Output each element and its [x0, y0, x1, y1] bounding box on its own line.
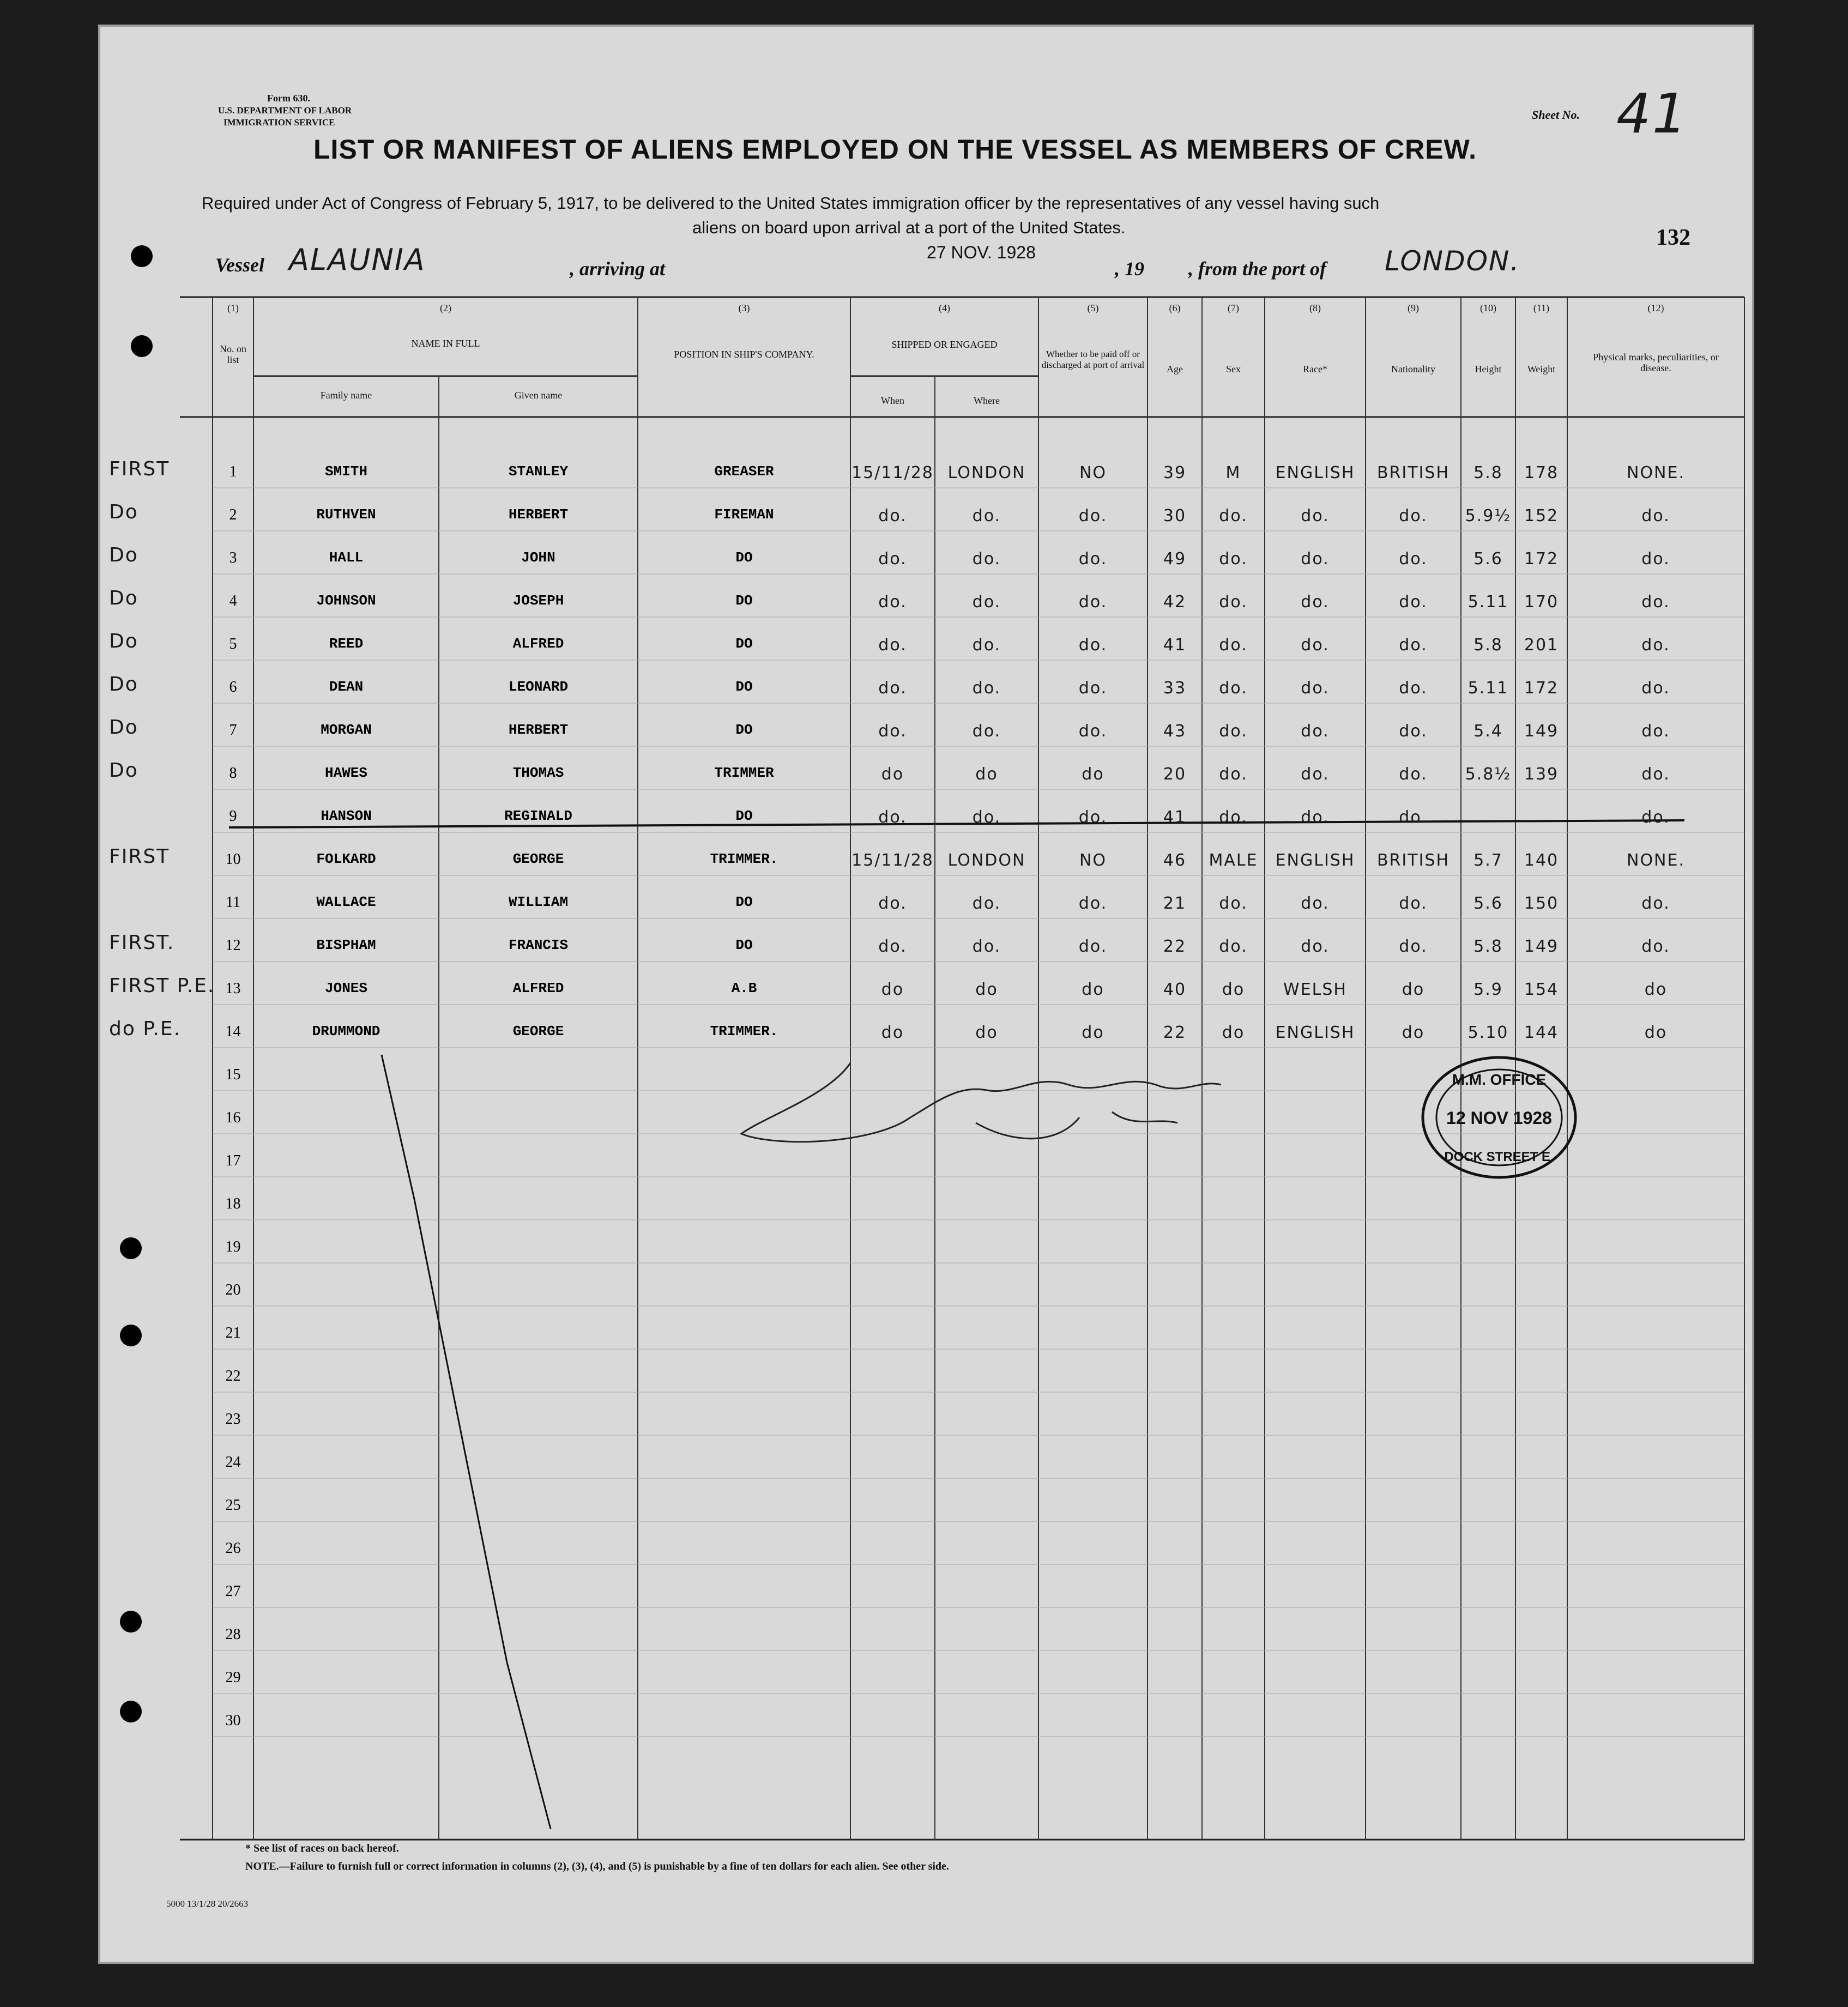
row-7-when: do.: [878, 722, 907, 741]
row-2-given: HERBERT: [508, 506, 569, 523]
row-9-position: DO: [735, 808, 753, 824]
col8-label: Race*: [1303, 364, 1327, 374]
row-14-no: 14: [225, 1023, 241, 1040]
row-6-where: do.: [972, 679, 1001, 698]
row-14-paid: do: [1082, 1023, 1104, 1042]
row-5-nationality: do.: [1399, 636, 1428, 655]
col12-label: Physical marks, peculiarities, or disease.: [1593, 352, 1719, 373]
mm-office-stamp: [1417, 1052, 1581, 1183]
row-14-position: TRIMMER.: [710, 1023, 778, 1039]
form-number: Form 630.: [267, 93, 310, 104]
row-3-when: do.: [878, 549, 907, 569]
row-5-paid: do.: [1078, 636, 1108, 655]
row-3-position: DO: [735, 549, 753, 566]
row-12-given: FRANCIS: [508, 937, 569, 953]
row-1-marks: NONE.: [1627, 463, 1685, 482]
row-13-given: ALFRED: [512, 980, 564, 996]
row-2-nationality: do.: [1399, 506, 1428, 525]
row-12-position: DO: [735, 937, 753, 953]
row-13-marks: do: [1644, 980, 1668, 999]
row-14-age: 22: [1163, 1023, 1187, 1042]
row-1-family: SMITH: [324, 463, 367, 480]
footnote-races: * See list of races on back hereof.: [245, 1842, 399, 1854]
arrival-date: 27 NOV. 1928: [927, 243, 1036, 262]
row-12-nationality: do.: [1399, 937, 1428, 956]
row-10-family: FOLKARD: [316, 851, 376, 867]
margin-note: FIRST: [109, 845, 170, 868]
row-6-position: DO: [735, 679, 753, 695]
page-title: LIST OR MANIFEST OF ALIENS EMPLOYED ON THE VESSEL AS MEMBERS OF CREW.: [313, 134, 1477, 165]
margin-note: Do: [109, 501, 138, 523]
col12-num: (12): [1647, 303, 1664, 313]
row-14-when: do: [881, 1023, 904, 1042]
row-12-family: BISPHAM: [316, 937, 376, 953]
row-4-age: 42: [1163, 593, 1187, 612]
row-9-marks: do.: [1641, 808, 1670, 827]
row-7-no: 7: [229, 722, 237, 739]
footnote-penalty: NOTE.—Failure to furnish full or correct information in columns (2), (3), (4), and (5) is punishable by a fine of ten dollars for each alien. See other side.: [245, 1860, 949, 1872]
margin-note: Do: [109, 587, 138, 609]
row-11-nationality: do.: [1399, 894, 1428, 913]
row-11-age: 21: [1163, 894, 1187, 913]
row-11-height: 5.6: [1473, 894, 1503, 913]
row-11-when: do.: [878, 894, 907, 913]
col10-num: (10): [1480, 303, 1496, 313]
row-11-race: do.: [1301, 894, 1330, 913]
row-11-marks: do.: [1641, 894, 1670, 913]
row-13-no: 13: [225, 980, 241, 997]
row-14-height: 5.10: [1467, 1023, 1509, 1042]
row-5-age: 41: [1163, 636, 1187, 655]
col4-label: SHIPPED OR ENGAGED: [891, 339, 998, 350]
row-2-height: 5.9½: [1465, 506, 1512, 525]
row-8-no: 8: [229, 765, 237, 782]
row-8-nationality: do.: [1399, 765, 1428, 784]
row-8-sex: do.: [1219, 765, 1248, 784]
row-4-race: do.: [1301, 593, 1330, 612]
row-7-age: 43: [1163, 722, 1187, 741]
empty-row-number: 30: [225, 1712, 241, 1729]
row-6-when: do.: [878, 679, 907, 698]
row-1-when: 15/11/28: [851, 463, 934, 482]
row-10-height: 5.7: [1473, 851, 1503, 870]
row-3-nationality: do.: [1399, 549, 1428, 569]
row-6-race: do.: [1301, 679, 1330, 698]
row-14-race: ENGLISH: [1275, 1023, 1355, 1042]
row-7-where: do.: [972, 722, 1001, 741]
col11-label: Weight: [1527, 364, 1556, 374]
row-6-family: DEAN: [329, 679, 364, 695]
row-3-sex: do.: [1219, 549, 1248, 569]
row-7-weight: 149: [1524, 722, 1559, 741]
row-4-nationality: do.: [1399, 593, 1428, 612]
row-12-age: 22: [1163, 937, 1187, 956]
row-10-when: 15/11/28: [851, 851, 934, 870]
row-7-sex: do.: [1219, 722, 1248, 741]
col2-family-label: Family name: [320, 390, 372, 401]
row-7-race: do.: [1301, 722, 1330, 741]
row-11-where: do.: [972, 894, 1001, 913]
row-11-position: DO: [735, 894, 753, 910]
row-2-position: FIREMAN: [714, 506, 774, 523]
margin-note: Do: [109, 673, 138, 696]
row-9-where: do.: [972, 808, 1001, 827]
col1-num: (1): [227, 303, 239, 313]
row-8-where: do: [975, 765, 998, 784]
row-12-where: do.: [972, 937, 1001, 956]
row-8-height: 5.8½: [1465, 765, 1512, 784]
row-5-height: 5.8: [1473, 636, 1503, 655]
row-12-paid: do.: [1078, 937, 1108, 956]
col6-label: Age: [1167, 364, 1183, 374]
row-12-height: 5.8: [1473, 937, 1503, 956]
row-7-marks: do.: [1641, 722, 1670, 741]
row-3-family: HALL: [329, 549, 364, 566]
vessel-name: ALAUNIA: [289, 243, 426, 277]
row-12-when: do.: [878, 937, 907, 956]
row-4-height: 5.11: [1467, 593, 1509, 612]
margin-note: Do: [109, 759, 138, 782]
row-1-height: 5.8: [1473, 463, 1503, 482]
row-5-where: do.: [972, 636, 1001, 655]
row-14-sex: do: [1222, 1023, 1245, 1042]
empty-row-number: 29: [225, 1669, 241, 1686]
col5-num: (5): [1087, 303, 1099, 313]
row-8-weight: 139: [1524, 765, 1559, 784]
row-14-given: GEORGE: [512, 1023, 564, 1039]
row-10-sex: MALE: [1209, 851, 1258, 870]
col7-label: Sex: [1226, 364, 1241, 374]
empty-row-number: 27: [225, 1583, 241, 1600]
row-5-sex: do.: [1219, 636, 1248, 655]
row-5-when: do.: [878, 636, 907, 655]
margin-note: Do: [109, 544, 138, 566]
row-4-when: do.: [878, 593, 907, 612]
margin-note: FIRST: [109, 458, 170, 480]
margin-note: Do: [109, 716, 138, 739]
row-1-sex: M: [1225, 463, 1241, 482]
empty-row-number: 28: [225, 1626, 241, 1643]
empty-row-number: 25: [225, 1497, 241, 1514]
margin-note: do P.E.: [109, 1018, 182, 1040]
row-7-given: HERBERT: [508, 722, 569, 738]
row-5-no: 5: [229, 636, 237, 652]
row-1-given: STANLEY: [508, 463, 569, 480]
row-4-no: 4: [229, 593, 237, 609]
row-8-when: do: [881, 765, 904, 784]
row-6-height: 5.11: [1467, 679, 1509, 698]
row-3-marks: do.: [1641, 549, 1670, 569]
row-13-sex: do: [1222, 980, 1245, 999]
col8-num: (8): [1309, 303, 1321, 313]
row-2-marks: do.: [1641, 506, 1670, 525]
row-6-no: 6: [229, 679, 237, 696]
row-3-height: 5.6: [1473, 549, 1503, 569]
row-2-no: 2: [229, 506, 237, 523]
subtitle-line2: aliens on board upon arrival at a port of the United States.: [692, 218, 1126, 237]
col9-num: (9): [1408, 303, 1419, 313]
margin-note: FIRST.: [109, 932, 175, 954]
row-5-position: DO: [735, 636, 753, 652]
stamp-top: M.M. OFFICE: [1452, 1071, 1547, 1088]
col2-num: (2): [440, 303, 451, 313]
row-6-given: LEONARD: [508, 679, 569, 695]
row-10-position: TRIMMER.: [710, 851, 778, 867]
row-12-sex: do.: [1219, 937, 1248, 956]
sheet-number: 41: [1616, 82, 1688, 146]
row-8-race: do.: [1301, 765, 1330, 784]
row-13-where: do: [975, 980, 998, 999]
row-3-paid: do.: [1078, 549, 1108, 569]
row-1-where: LONDON: [947, 463, 1026, 482]
row-9-race: do.: [1301, 808, 1330, 827]
row-11-paid: do.: [1078, 894, 1108, 913]
col10-label: Height: [1475, 364, 1502, 374]
col9-label: Nationality: [1391, 364, 1435, 374]
row-11-sex: do.: [1219, 894, 1248, 913]
row-2-race: do.: [1301, 506, 1330, 525]
row-13-family: JONES: [324, 980, 367, 996]
row-14-where: do: [975, 1023, 998, 1042]
row-10-where: LONDON: [947, 851, 1026, 870]
col4-num: (4): [939, 303, 950, 313]
vessel-label: Vessel: [215, 254, 264, 276]
empty-row-number: 21: [225, 1325, 241, 1341]
row-7-family: MORGAN: [321, 722, 372, 738]
row-3-race: do.: [1301, 549, 1330, 569]
row-8-family: HAWES: [324, 765, 367, 781]
row-9-paid: do.: [1078, 808, 1108, 827]
row-8-given: THOMAS: [512, 765, 564, 781]
margin-note: FIRST P.E.: [109, 975, 215, 997]
row-10-no: 10: [225, 851, 241, 868]
row-7-paid: do.: [1078, 722, 1108, 741]
row-13-when: do: [881, 980, 904, 999]
row-11-given: WILLIAM: [508, 894, 569, 910]
port-label: , from the port of: [1188, 258, 1327, 280]
page-number: 132: [1656, 225, 1690, 250]
row-11-family: WALLACE: [316, 894, 376, 910]
row-13-race: WELSH: [1283, 980, 1347, 999]
service-label: IMMIGRATION SERVICE: [224, 117, 335, 128]
row-7-nationality: do.: [1399, 722, 1428, 741]
row-14-weight: 144: [1524, 1023, 1559, 1042]
row-3-age: 49: [1163, 549, 1187, 569]
row-9-nationality: do.: [1399, 808, 1428, 827]
margin-note: Do: [109, 630, 138, 652]
row-4-marks: do.: [1641, 593, 1670, 612]
empty-row-number: 23: [225, 1411, 241, 1428]
row-3-weight: 172: [1524, 549, 1559, 569]
row-2-sex: do.: [1219, 506, 1248, 525]
row-3-given: JOHN: [521, 549, 555, 566]
row-4-sex: do.: [1219, 593, 1248, 612]
empty-row-number: 19: [225, 1238, 241, 1255]
row-9-family: HANSON: [321, 808, 372, 824]
row-1-race: ENGLISH: [1275, 463, 1355, 482]
empty-row-number: 17: [225, 1152, 241, 1169]
row-6-marks: do.: [1641, 679, 1670, 698]
row-10-paid: NO: [1079, 851, 1107, 870]
row-1-paid: NO: [1079, 463, 1107, 482]
stamp-date: 12 NOV 1928: [1446, 1108, 1552, 1128]
col4-when-label: When: [881, 395, 904, 406]
row-13-paid: do: [1082, 980, 1104, 999]
row-10-weight: 140: [1524, 851, 1559, 870]
row-9-given: REGINALD: [504, 808, 572, 824]
row-12-race: do.: [1301, 937, 1330, 956]
empty-row-number: 22: [225, 1368, 241, 1385]
row-4-weight: 170: [1524, 593, 1559, 612]
col1-label: No. on list: [220, 343, 246, 365]
sheet-label: Sheet No.: [1532, 108, 1580, 122]
row-1-no: 1: [229, 463, 237, 480]
row-12-weight: 149: [1524, 937, 1559, 956]
row-11-weight: 150: [1524, 894, 1559, 913]
col2-given-label: Given name: [514, 390, 563, 401]
row-4-given: JOSEPH: [512, 593, 564, 609]
row-8-position: TRIMMER: [714, 765, 774, 781]
row-4-family: JOHNSON: [316, 593, 376, 609]
stamp-bottom: DOCK STREET E.: [1444, 1150, 1554, 1164]
row-14-nationality: do: [1402, 1023, 1425, 1042]
row-9-age: 41: [1163, 808, 1187, 827]
row-8-age: 20: [1163, 765, 1187, 784]
col3-num: (3): [738, 303, 750, 313]
port-name: LONDON.: [1385, 245, 1520, 277]
row-10-race: ENGLISH: [1275, 851, 1355, 870]
row-3-no: 3: [229, 549, 237, 566]
row-4-where: do.: [972, 593, 1001, 612]
row-7-position: DO: [735, 722, 753, 738]
row-13-weight: 154: [1524, 980, 1559, 999]
print-code: 5000 13/1/28 20/2663: [166, 1899, 249, 1909]
row-2-family: RUTHVEN: [316, 506, 376, 523]
row-9-sex: do.: [1219, 808, 1248, 827]
row-9-no: 9: [229, 808, 237, 825]
row-10-marks: NONE.: [1627, 851, 1685, 870]
row-5-race: do.: [1301, 636, 1330, 655]
row-8-paid: do: [1082, 765, 1104, 784]
col7-num: (7): [1228, 303, 1239, 313]
col6-num: (6): [1169, 303, 1181, 313]
row-10-nationality: BRITISH: [1376, 851, 1450, 870]
inspector-signature: [730, 1052, 1265, 1161]
empty-row-number: 20: [225, 1281, 241, 1298]
row-1-age: 39: [1163, 463, 1187, 482]
row-9-when: do.: [878, 808, 907, 827]
row-12-marks: do.: [1641, 937, 1670, 956]
col3-label: POSITION IN SHIP'S COMPANY.: [674, 349, 814, 360]
row-2-weight: 152: [1524, 506, 1559, 525]
row-10-age: 46: [1163, 851, 1187, 870]
row-7-height: 5.4: [1473, 722, 1503, 741]
row-11-no: 11: [226, 894, 240, 911]
row-14-family: DRUMMOND: [312, 1023, 381, 1039]
row-3-where: do.: [972, 549, 1001, 569]
col4-where-label: Where: [974, 395, 1000, 406]
col2-label: NAME IN FULL: [411, 338, 480, 349]
empty-row-number: 26: [225, 1540, 241, 1557]
row-2-when: do.: [878, 506, 907, 525]
row-13-position: A.B: [731, 980, 757, 996]
row-6-weight: 172: [1524, 679, 1559, 698]
row-6-paid: do.: [1078, 679, 1108, 698]
row-4-position: DO: [735, 593, 753, 609]
row-2-paid: do.: [1078, 506, 1108, 525]
row-8-marks: do.: [1641, 765, 1670, 784]
row-4-paid: do.: [1078, 593, 1108, 612]
empty-row-number: 24: [225, 1454, 241, 1471]
col11-num: (11): [1533, 303, 1550, 313]
row-5-given: ALFRED: [512, 636, 564, 652]
row-13-nationality: do: [1402, 980, 1425, 999]
row-5-family: REED: [329, 636, 364, 652]
empty-row-number: 15: [225, 1066, 241, 1083]
row-12-no: 12: [225, 937, 241, 954]
row-5-marks: do.: [1641, 636, 1670, 655]
empty-row-number: 18: [225, 1195, 241, 1212]
arriving-label: , arriving at: [570, 258, 666, 280]
row-13-height: 5.9: [1473, 980, 1503, 999]
year-label: , 19: [1115, 258, 1144, 280]
col5-label: Whether to be paid off or discharged at port of arrival: [1041, 349, 1145, 370]
row-10-given: GEORGE: [512, 851, 564, 867]
row-1-weight: 178: [1524, 463, 1559, 482]
department-label: U.S. DEPARTMENT OF LABOR: [218, 105, 352, 116]
row-1-position: GREASER: [714, 463, 774, 480]
row-1-nationality: BRITISH: [1376, 463, 1450, 482]
row-13-age: 40: [1163, 980, 1187, 999]
row-14-marks: do: [1644, 1023, 1668, 1042]
row-6-sex: do.: [1219, 679, 1248, 698]
row-2-age: 30: [1163, 506, 1187, 525]
row-2-where: do.: [972, 506, 1001, 525]
row-6-age: 33: [1163, 679, 1187, 698]
empty-row-number: 16: [225, 1109, 241, 1126]
row-5-weight: 201: [1524, 636, 1559, 655]
subtitle-line1: Required under Act of Congress of February 5, 1917, to be delivered to the United States immigration officer by the representatives of any vessel having such: [202, 194, 1380, 213]
row-6-nationality: do.: [1399, 679, 1428, 698]
